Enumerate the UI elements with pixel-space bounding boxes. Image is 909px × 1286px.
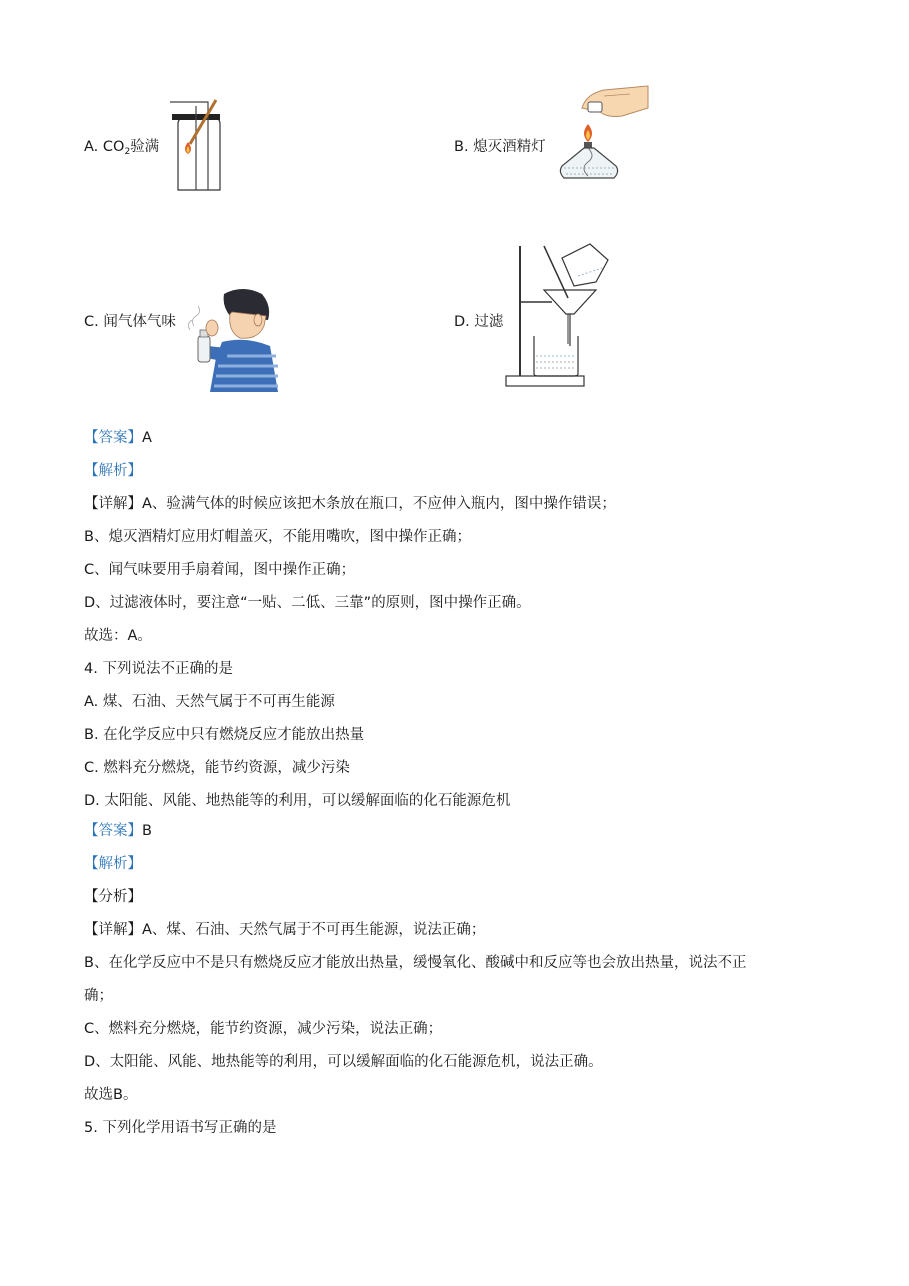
q4-analysis-tag: 【解析】 — [84, 856, 142, 872]
q4-detail-line-1: 【详解】A、煤、石油、天然气属于不可再生能源，说法正确； — [84, 922, 486, 938]
q4-detail-line-5: D、太阳能、风能、地热能等的利用，可以缓解面临的化石能源危机，说法正确。 — [84, 1054, 603, 1070]
q4-detail-line-3: 确； — [84, 988, 113, 1004]
smell-gas-figure — [186, 286, 282, 392]
q4-option-c: C. 燃料充分燃烧，能节约资源，减少污染 — [84, 760, 350, 776]
q4-detail-line-2: B、在化学反应中不是只有燃烧反应才能放出热量，缓慢氧化、酸碱中和反应等也会放出热量，说法不正 — [84, 955, 747, 971]
q3-answer: 【答案】A — [84, 430, 152, 446]
q4-option-b: B. 在化学反应中只有燃烧反应才能放出热量 — [84, 727, 365, 743]
q5-stem: 5. 下列化学用语书写正确的是 — [84, 1120, 277, 1136]
option-d: D. 过滤 — [454, 314, 504, 330]
q4-conclusion: 故选B。 — [84, 1087, 138, 1103]
filtration-figure — [504, 242, 614, 388]
q3-detail-line-4: D、过滤液体时，要注意“一贴、二低、三靠”的原则，图中操作正确。 — [84, 595, 531, 611]
q3-conclusion: 故选：A。 — [84, 628, 152, 644]
q4-stem: 4. 下列说法不正确的是 — [84, 661, 233, 677]
option-b: B. 熄灭酒精灯 — [454, 139, 546, 155]
extinguish-lamp-figure — [552, 82, 652, 194]
q3-detail-line-1: 【详解】A、验满气体的时候应该把木条放在瓶口，不应伸入瓶内，图中操作错误； — [84, 496, 616, 512]
option-c: C. 闻气体气味 — [84, 314, 176, 330]
q4-detail-line-4: C、燃料充分燃烧，能节约资源，减少污染，说法正确； — [84, 1021, 443, 1037]
q4-option-a: A. 煤、石油、天然气属于不可再生能源 — [84, 694, 335, 710]
q3-detail-line-3: C、闻气味要用手扇着闻，图中操作正确； — [84, 562, 356, 578]
q3-detail-line-2: B、熄灭酒精灯应用灯帽盖灭，不能用嘴吹，图中操作正确； — [84, 529, 471, 545]
option-a: A. $CO_2$验满 — [84, 139, 160, 157]
q3-analysis-tag: 【解析】 — [84, 463, 142, 479]
co2-full-test-figure — [168, 96, 228, 196]
q4-answer: 【答案】B — [84, 823, 152, 839]
q4-fenxi-tag: 【分析】 — [84, 889, 142, 905]
q4-option-d: D. 太阳能、风能、地热能等的利用，可以缓解面临的化石能源危机 — [84, 793, 511, 809]
